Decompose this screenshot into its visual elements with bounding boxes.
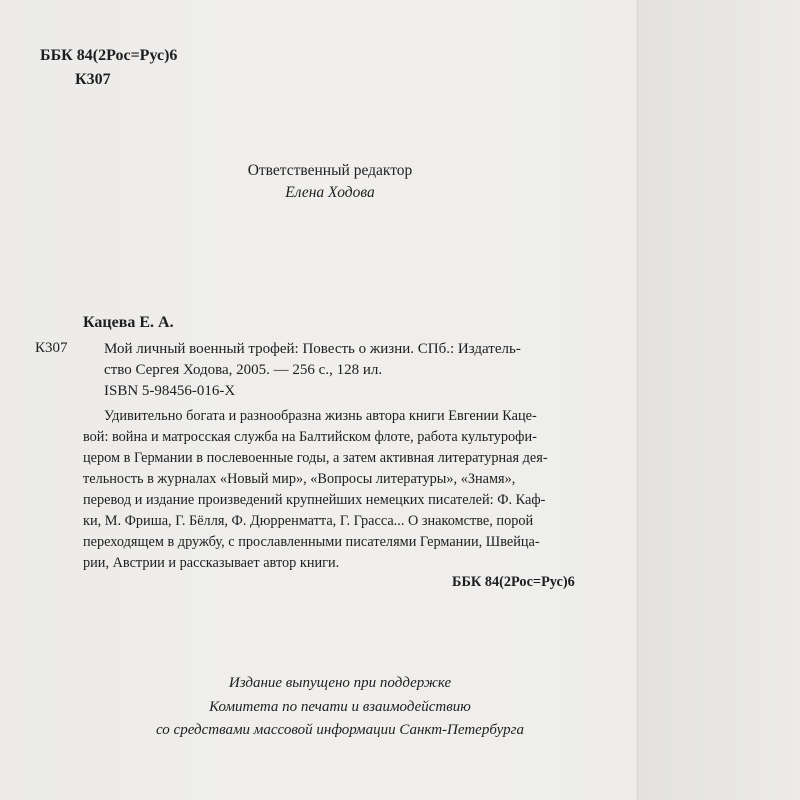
author-mark: К307 [75,71,111,88]
editor-role: Ответственный редактор [247,162,413,179]
editor-block [120,160,540,204]
biblio-line: ство Сергея Ходова, 2005. — 256 с., 128 ил. [104,362,383,378]
book-spine-shadow [636,0,640,800]
annotation-line: ки, М. Фриша, Г. Бёлля, Ф. Дюрренматта, Г. Грасса... О знакомстве, порой [83,513,534,529]
bbk-header [40,44,177,92]
annotation-line: рии, Австрии и рассказывает автор книги. [83,555,340,571]
support-note [120,672,560,743]
annotation-line: переходящем в дружбу, с прославленными писателями Германии, Швейца- [83,534,540,550]
annotation-line: вой: война и матросская служба на Балтийском флоте, работа культурофи- [83,429,537,445]
editor-name: Елена Ходова [285,184,375,201]
record-author: Кацева Е. А. [83,314,174,331]
isbn: ISBN 5-98456-016-X [104,383,236,399]
annotation-line: тельность в журналах «Новый мир», «Вопросы литературы», «Знамя», [83,471,516,487]
support-line: со средствами массовой информации Санкт-Петербурга [156,722,524,738]
support-line: Издание выпущено при поддержке [228,675,452,691]
annotation-line: цером в Германии в послевоенные годы, а затем активная литературная дея- [83,450,548,466]
support-line: Комитета по печати и взаимодействию [209,698,471,715]
bibliographic-description [104,339,624,402]
facing-page [640,0,800,800]
bbk-index: ББК 84(2Рос=Рус)6 [40,47,178,64]
annotation-line: перевод и издание произведений крупнейших немецких писателей: Ф. Каф- [83,492,546,508]
annotation-line: Удивительно богата и разнообразна жизнь автора книги Евгении Кацe- [104,408,537,424]
record-author-mark: К307 [35,340,68,356]
annotation-bbk: ББК 84(2Рос=Рус)6 [452,574,575,590]
biblio-line: Мой личный военный трофей: Повесть о жизни. СПб.: Издатель- [104,341,521,357]
annotation [83,406,603,574]
